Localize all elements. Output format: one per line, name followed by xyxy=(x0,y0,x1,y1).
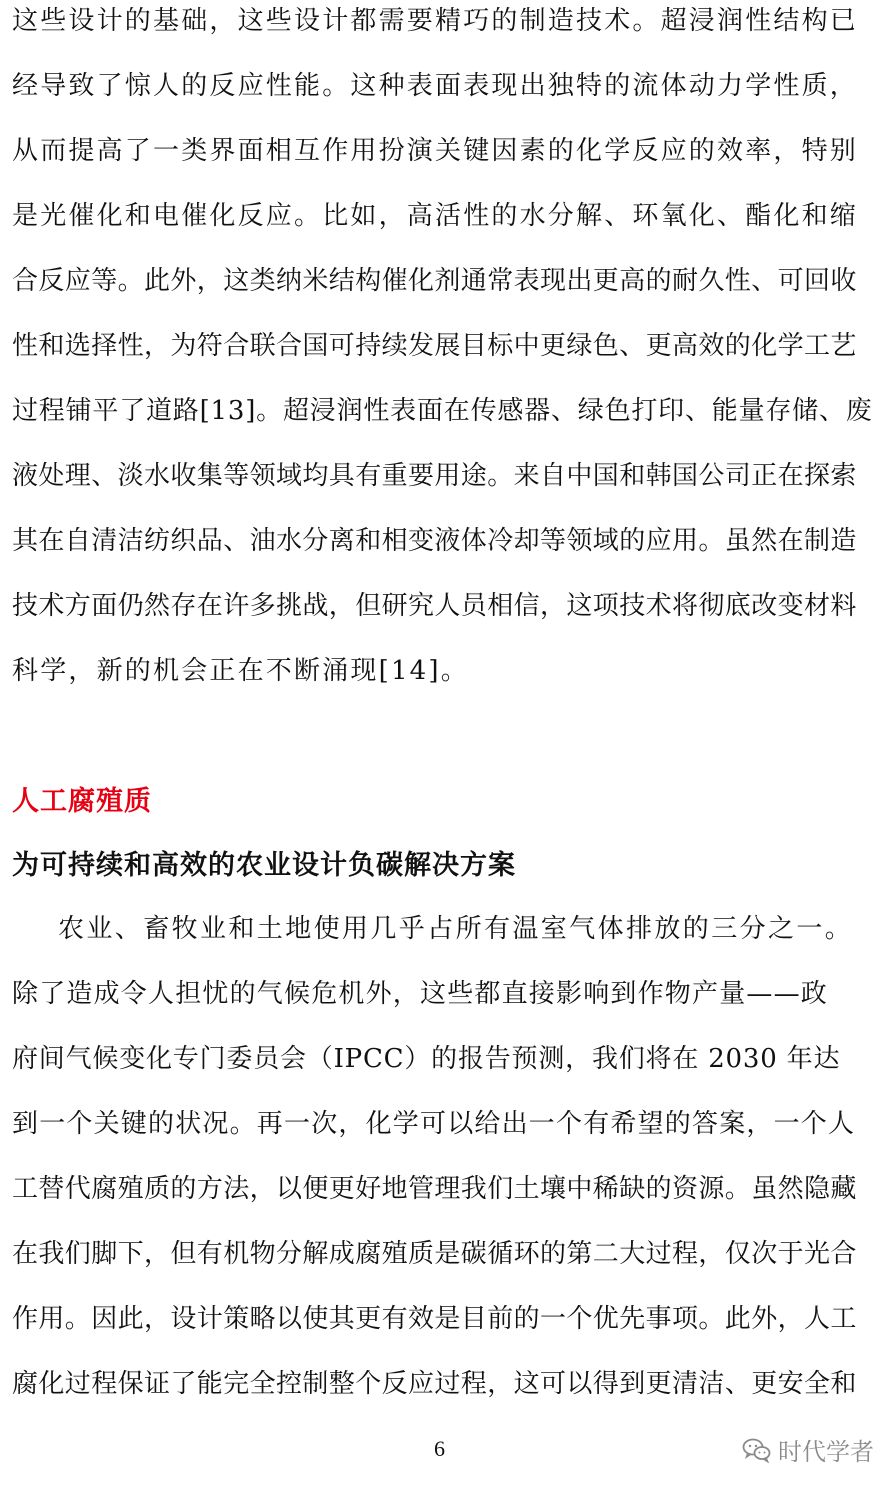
paragraph-line: 工替代腐殖质的方法，以便更好地管理我们土壤中稀缺的资源。虽然隐藏 xyxy=(12,1174,857,1204)
wechat-icon xyxy=(742,1437,772,1463)
paragraph-line: 除了造成令人担忧的气候危机外，这些都直接影响到作物产量——政 xyxy=(12,979,829,1009)
paragraph-line: 合反应等。此外，这类纳米结构催化剂通常表现出更高的耐久性、可回收 xyxy=(12,266,857,296)
section-title: 人工腐殖质 xyxy=(12,786,152,817)
paragraph-line: 到一个关键的状况。再一次，化学可以给出一个有希望的答案，一个人 xyxy=(12,1109,856,1139)
paragraph-line: 从而提高了一类界面相互作用扮演关键因素的化学反应的效率，特别 xyxy=(12,136,859,166)
paragraph-line: 过程铺平了道路[13]。超浸润性表面在传感器、绿色打印、能量存储、废 xyxy=(12,396,873,426)
paragraph-line: 经导致了惊人的反应性能。这种表面表现出独特的流体动力学性质， xyxy=(12,71,859,101)
paragraph-line: 作用。因此，设计策略以使其更有效是目前的一个优先事项。此外，人工 xyxy=(12,1304,857,1334)
paragraph-line: 液处理、淡水收集等领域均具有重要用途。来自中国和韩国公司正在探索 xyxy=(12,461,857,491)
paragraph-line: 其在自清洁纺织品、油水分离和相变液体冷却等领域的应用。虽然在制造 xyxy=(12,526,857,556)
paragraph-line: 农业、畜牧业和土地使用几乎占所有温室气体排放的三分之一。 xyxy=(58,914,854,944)
paragraph-line: 府间气候变化专门委员会（IPCC）的报告预测，我们将在 2030 年达 xyxy=(12,1044,841,1074)
paragraph-line: 是光催化和电催化反应。比如，高活性的水分解、环氧化、酯化和缩 xyxy=(12,201,859,231)
paragraph-line: 科学，新的机会正在不断涌现[14]。 xyxy=(12,656,469,686)
paragraph-line: 腐化过程保证了能完全控制整个反应过程，这可以得到更清洁、更安全和 xyxy=(12,1369,857,1399)
paragraph-line: 在我们脚下，但有机物分解成腐殖质是碳循环的第二大过程，仅次于光合 xyxy=(12,1239,857,1269)
paragraph-line: 技术方面仍然存在许多挑战，但研究人员相信，这项技术将彻底改变材料 xyxy=(12,591,857,621)
paragraph-line: 性和选择性，为符合联合国可持续发展目标中更绿色、更高效的化学工艺 xyxy=(12,331,857,361)
section-subtitle: 为可持续和高效的农业设计负碳解决方案 xyxy=(12,850,516,881)
watermark xyxy=(742,1432,874,1467)
page-number: 6 xyxy=(434,1436,445,1461)
paragraph-line: 这些设计的基础，这些设计都需要精巧的制造技术。超浸润性结构已 xyxy=(12,6,859,36)
watermark-text: 时代学者 xyxy=(778,1438,874,1466)
